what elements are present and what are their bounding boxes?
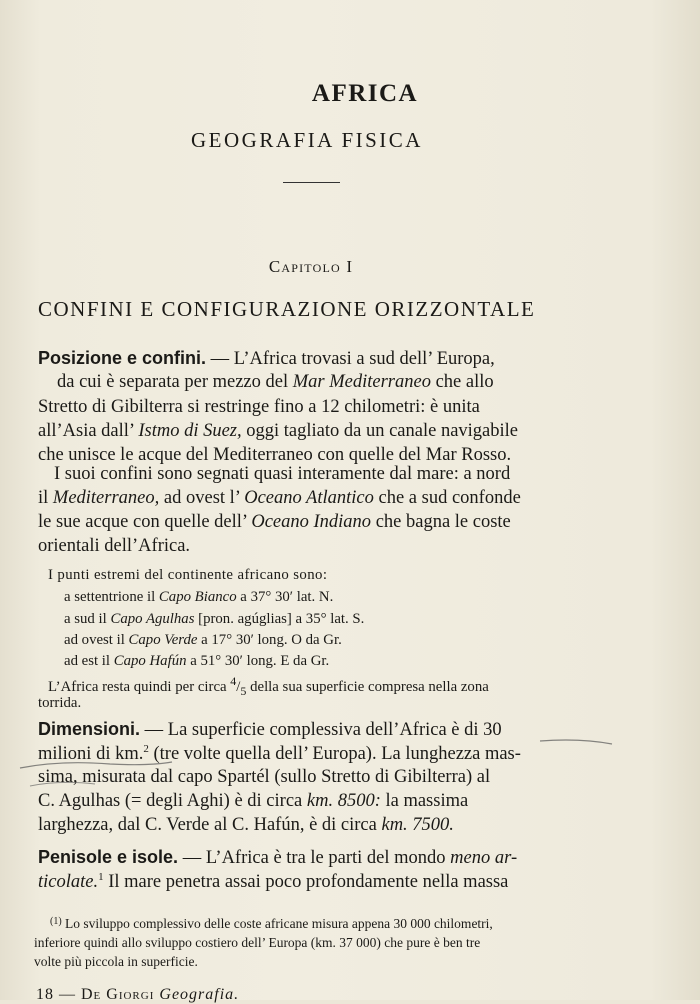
text: a sud il [64,611,111,627]
text: L’Africa resta quindi per circa [48,678,231,695]
book-title: Geografia. [154,986,240,1003]
text-italic: Istmo di Suez, [138,421,242,441]
text-italic: km. 7500. [381,815,454,835]
text: a 17° 30′ long. O da Gr. [197,632,342,648]
text: della sua superficie compresa nella zona [246,678,489,695]
section-position-line-3: Stretto di Gibilterra si restringe fino a 12 chilometri: è unita [38,397,480,417]
fraction-numerator: 4 [230,674,237,688]
extremes-intro: I punti estremi del continente africano sono: [48,567,328,583]
text-italic: Mar Mediterraneo [292,372,431,392]
text: [pron. agúglias] a 35° lat. S. [194,611,365,627]
text: la massima [380,791,469,811]
text: larghezza, dal C. Verde al C. Hafún, è di circa [38,815,382,835]
text: ad ovest l’ [159,488,245,508]
text-italic: Oceano Indiano [251,512,372,532]
text: che allo [430,372,494,392]
text: Il mare penetra assai poco profondamente nella massa [103,872,509,893]
text: a settentrione il [64,589,159,605]
footnote-line-3: volte più piccola in superficie. [34,954,198,969]
fraction-denominator: 5 [240,683,247,698]
section-dimensions-line-1: Dimensioni. — La superficie complessiva dell’Africa è di 30 [38,719,502,740]
text: Lo sviluppo complessivo delle coste africane misura appena 30 000 chilometri, [61,916,493,931]
text: ad ovest il [64,632,129,648]
torrid-zone-note: L’Africa resta quindi per circa $^4/_5$ della sua superficie compresa nella zona [48,674,489,698]
text: (tre volte quella dell’ Europa). La lunghezza mas- [148,744,521,765]
text: le sue acque con quelle dell’ [38,512,252,532]
text: ad est il [64,653,114,669]
text: C. Agulhas (= degli Aghi) è di circa [38,791,307,811]
chapter-label: Capitolo I [268,257,354,276]
section-position-line-1: Posizione e confini. — L’Africa trovasi a sud dell’ Europa, [38,348,495,369]
footnote-line-2: inferiore quindi allo sviluppo costiero dell’ Europa (km. 37 000) che pure è ben tre [34,935,481,950]
text-italic: Mediterraneo, [52,488,160,508]
text: milioni di km. [38,744,144,765]
section-heading-position: Posizione e confini. [38,348,207,368]
text-italic: Capo Hafún [113,653,187,669]
torrid-zone-note-cont: torrida. [38,695,82,711]
text: a 51° 30′ long. E da Gr. [186,653,330,669]
section-position-line-9: orientali dell’Africa. [38,536,191,556]
text-italic: Capo Agulhas [110,611,195,627]
text: oggi tagliato da un canale navigabile [241,421,519,441]
section-peninsulas-line-1: Penisole e isole. — L’Africa è tra le parti del mondo meno ar- [38,847,518,868]
section-position-line-6: I suoi confini sono segnati quasi interamente dal mare: a nord [54,464,511,484]
footnote-marker: (1) [50,916,62,927]
text-italic: Capo Verde [128,632,198,648]
text-italic: Oceano Atlantico [244,488,374,508]
footnote-ref: 1 [98,871,104,883]
page-number: 18 — [36,986,81,1003]
page-title: AFRICA [311,80,419,107]
chapter-title: CONFINI E CONFIGURAZIONE ORIZZONTALE [38,297,536,321]
text: che bagna le coste [371,512,511,532]
section-heading-peninsulas: Penisole e isole. [38,847,179,867]
footnote-ref: 2 [143,743,149,755]
author: De Giorgi [81,986,155,1003]
text: a 37° 30′ lat. N. [236,589,334,605]
text: che a sud confonde [373,488,521,508]
text-italic: km. 8500: [306,791,381,811]
section-heading-dimensions: Dimensioni. [38,719,141,739]
text-italic: ticolate. [38,872,99,893]
text: il [38,488,53,508]
page-subtitle: GEOGRAFIA FISICA [191,128,423,152]
text: L’Africa trovasi a sud dell’ Europa, [233,349,495,369]
text: all’Asia dall’ [38,421,139,441]
text: L’Africa è tra le parti del mondo [205,848,451,868]
text: La superficie complessiva dell’Africa è di 30 [167,720,502,740]
text: da cui è separata per mezzo del [57,372,293,392]
text-italic: meno ar- [450,848,518,868]
text-italic: Capo Bianco [158,589,237,605]
section-dimensions-line-3: sima, misurata dal capo Spartél (sullo Stretto di Gibilterra) al [38,767,491,787]
section-position-line-5: che unisce le acque del Mediterraneo con quelle del Mar Rosso. [38,445,512,465]
